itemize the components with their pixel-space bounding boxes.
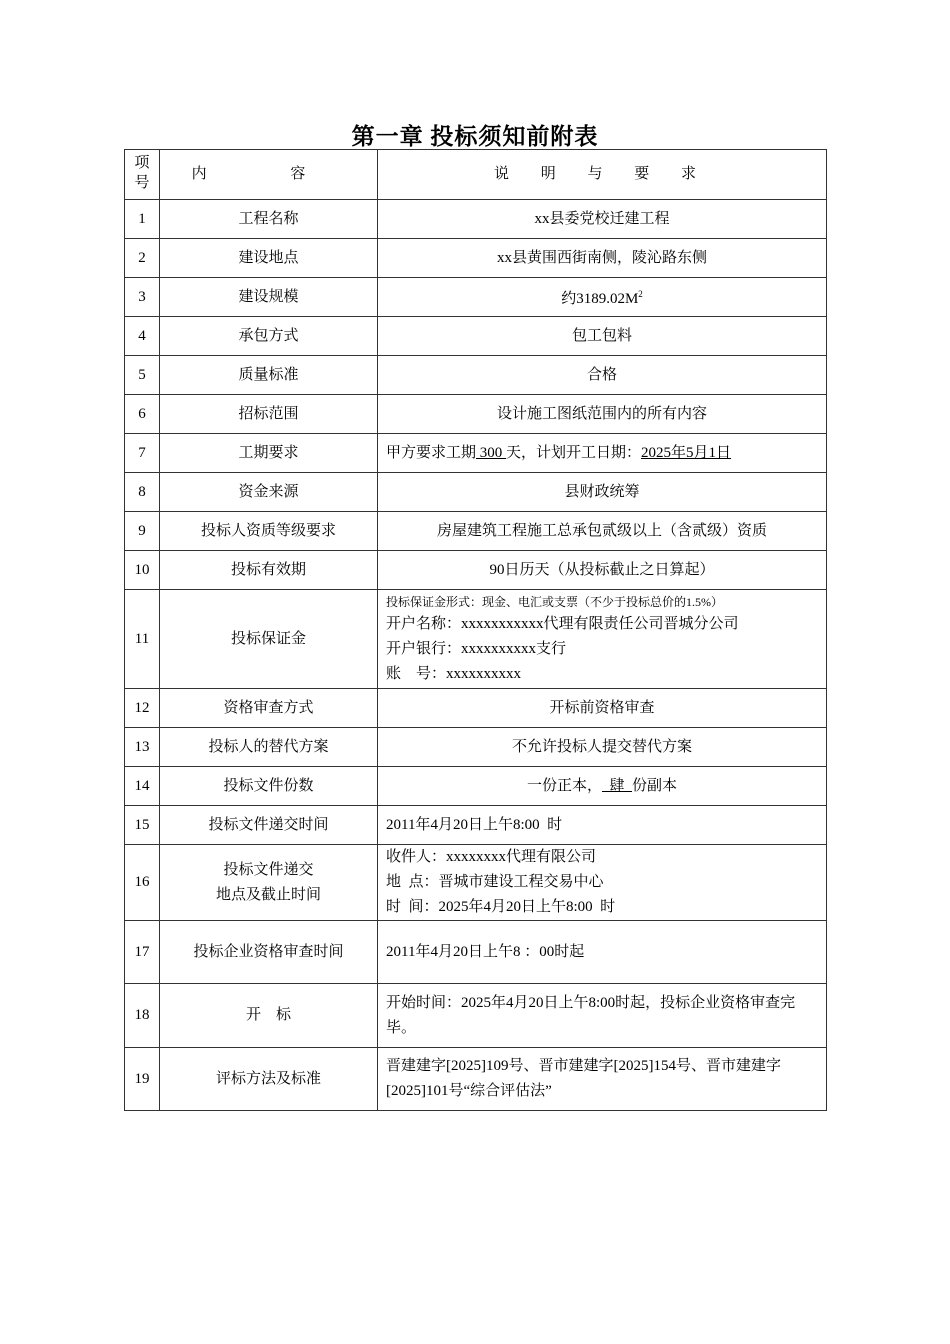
header-no: 项号 [125, 150, 160, 200]
header-item: 内 容 [160, 150, 378, 200]
table-row: 16 投标文件递交 地点及截止时间 收件人：xxxxxxxx代理有限公司 地 点：晋城市建设工程交易中心 时 间：2025年4月20日上午8:00 时 [125, 845, 827, 921]
notice-table [124, 149, 827, 1111]
table-row: 6 招标范围 设计施工图纸范围内的所有内容 [125, 395, 827, 434]
table-row: 2 建设地点 xx县黄围西街南侧，陵沁路东侧 [125, 239, 827, 278]
page-title: 第一章 投标须知前附表 [351, 124, 599, 149]
header-desc: 说 明 与 要 求 [378, 150, 827, 200]
table-row: 7 工期要求 甲方要求工期 300 天，计划开工日期：2025年5月1日 [125, 434, 827, 473]
table-row: 17 投标企业资格审查时间 2011年4月20日上午8 ：00时起 [125, 921, 827, 984]
table-header-row [125, 150, 827, 200]
table-row: 13 投标人的替代方案 不允许投标人提交替代方案 [125, 728, 827, 767]
table-row: 10 投标有效期 90日历天（从投标截止之日算起） [125, 551, 827, 590]
table-row: 14 投标文件份数 一份正本， 肆 份副本 [125, 767, 827, 806]
table-row: 8 资金来源 县财政统筹 [125, 473, 827, 512]
table-row: 15 投标文件递交时间 2011年4月20日上午8:00 时 [125, 806, 827, 845]
table-row: 19 评标方法及标准 晋建建字[2025]109号、晋市建建字[2025]154号、晋市建建字[2025]101号“综合评估法” [125, 1048, 827, 1111]
table-row: 1 工程名称 xx县委党校迁建工程 [125, 200, 827, 239]
table-row: 5 质量标准 合格 [125, 356, 827, 395]
table-row: 3 建设规模 约$3189.02M^2$ [125, 278, 827, 317]
table-row: 9 投标人资质等级要求 房屋建筑工程施工总承包贰级以上（含贰级）资质 [125, 512, 827, 551]
table-row: 18 开 标 开始时间：2025年4月20日上午8:00时起，投标企业资格审查完毕。 [125, 984, 827, 1048]
table-row: 11 投标保证金 投标保证金形式：现金、电汇或支票（不少于投标总价的1.5%） 开户名称：xxxxxxxxxxx代理有限责任公司晋城分公司 开户银行：xxxxxxxxxx支行 账 号：xxxxxxxxxx [125, 590, 827, 689]
table-row: 12 资格审查方式 开标前资格审查 [125, 689, 827, 728]
table-row: 4 承包方式 包工包料 [125, 317, 827, 356]
